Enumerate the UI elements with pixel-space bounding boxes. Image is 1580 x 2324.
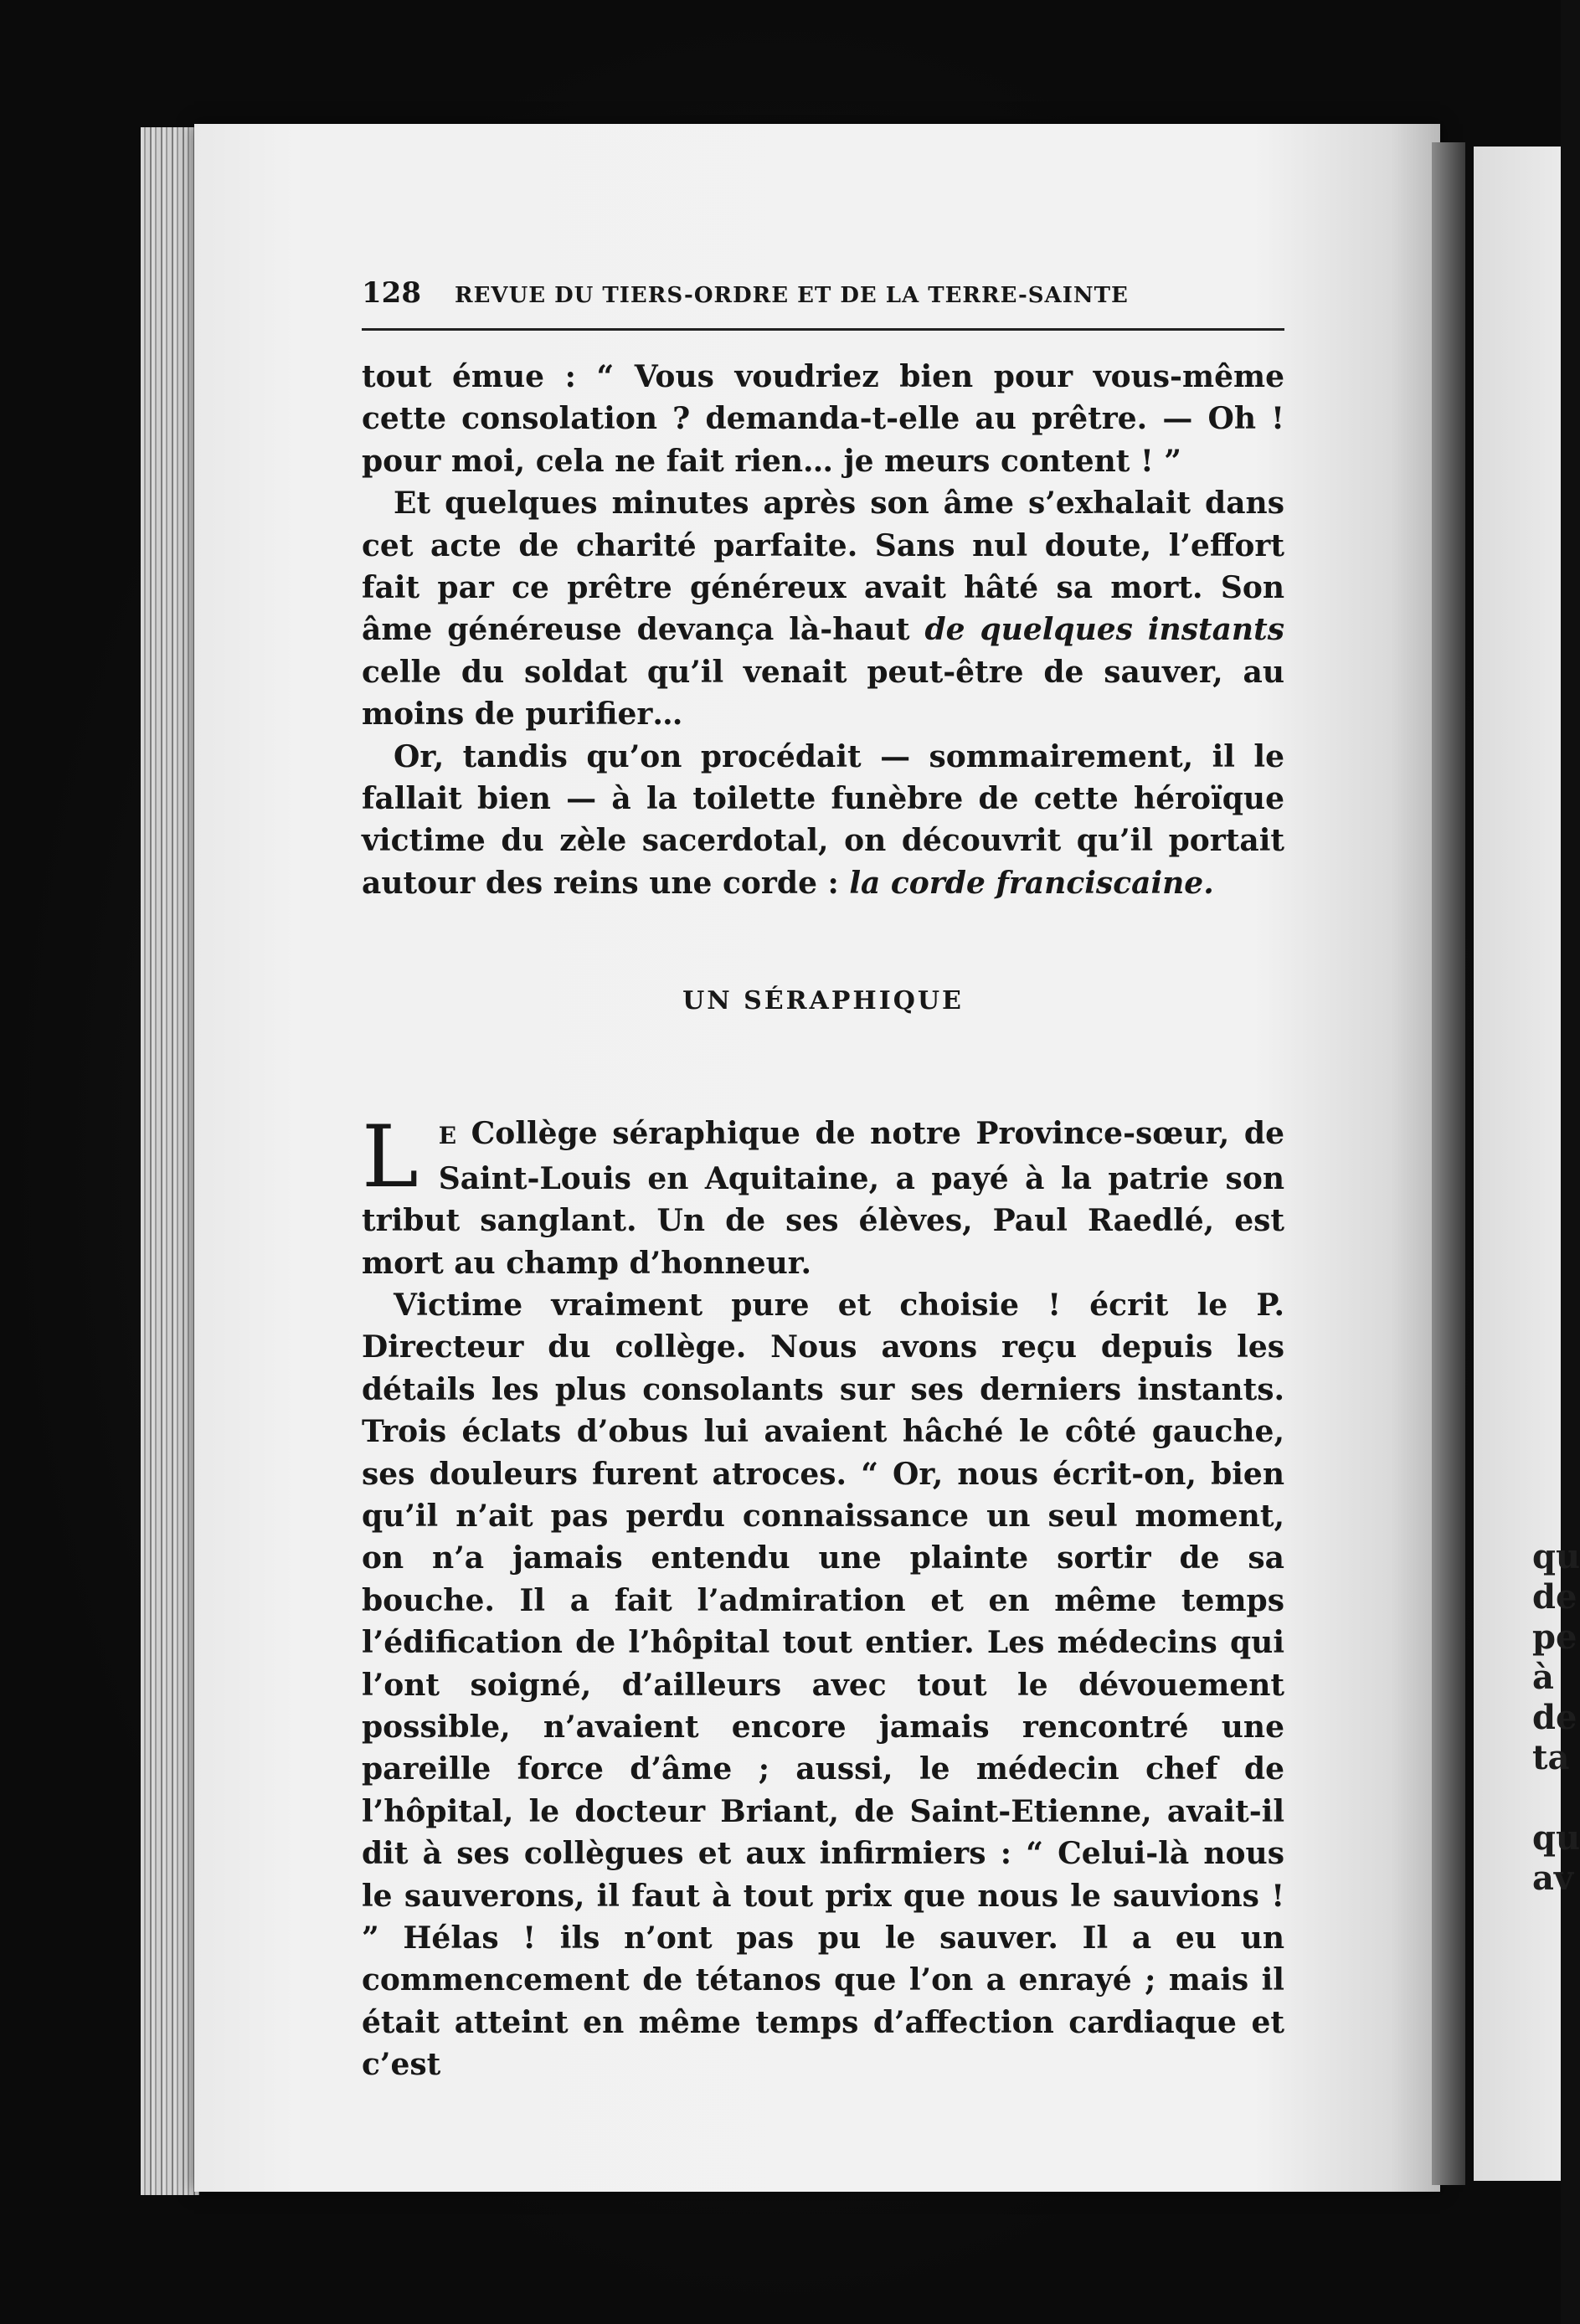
paragraph [362,736,1284,905]
paragraph [362,356,1284,482]
drop-cap: L [362,1108,419,1208]
paragraph-text: tout émue : “ Vous voudriez bien pour vous-même cette consolation ? demanda-t-elle au prêtre. — Oh ! pour moi, cela ne fait rien… je meurs content ! ” [362,359,1284,479]
italic-text: la corde franciscaine. [849,865,1214,901]
running-header [362,276,1284,331]
paragraph [362,1108,1284,1284]
journal-title: REVUE DU TIERS-ORDRE ET DE LA TERRE-SAINTE [454,283,1129,308]
facing-page-text: qu [1532,1818,1580,1858]
facing-page-text: de [1532,1577,1577,1617]
facing-page-text: pe [1532,1617,1577,1657]
drop-cap-continuation: E [438,1122,457,1150]
section-title: UN SÉRAPHIQUE [682,986,964,1016]
page-content [362,276,1284,2086]
paragraph-text: Et quelques minutes après son âme s’exhalait dans cet acte de charité parfaite. Sans nul doute, l’effort fait par ce prêtre généreux avait hâté sa mort. Son âme généreuse devança là-haut [362,486,1284,648]
facing-page-text: av [1532,1859,1574,1898]
facing-page-text: à [1532,1658,1554,1697]
italic-text: de quelques instants [924,612,1284,648]
paragraph [362,482,1284,735]
page-edges [141,127,199,2195]
paragraph [362,1284,1284,2086]
paragraph-text: Or, tandis qu’on procédait — sommairement, il le fallait bien — à la toilette funèbre de cette héroïque victime du zèle sacerdotal, on découvrit qu’il portait autour des reins une corde : [362,738,1284,901]
paragraph-text: celle du soldat qu’il venait peut-être de sauver, au moins de purifier… [362,654,1284,733]
facing-page-text: de [1532,1698,1577,1737]
book-gutter [1432,142,1465,2185]
facing-page-text: qu [1532,1537,1580,1576]
facing-page-fragment [1474,147,1580,2181]
paragraph-text: Collège séraphique de notre Province-sœur, de Saint-Louis en Aquitaine, a payé à la patrie son tribut sanglant. Un de ses élèves, Paul Raedlé, est mort au champ d’honneur. [362,1116,1284,1281]
paragraph-text: Victime vraiment pure et choisie ! écrit le P. Directeur du collège. Nous avons reçu depuis les détails les plus consolants sur ses derniers instants. Trois éclats d’obus lui avaient hâché le côté gauche, ses douleurs furent atroces. “ Or, nous écrit-on, bien qu’il n’ait pas perdu connaissance un seul moment, on n’a jamais entendu une plainte sortir de sa bouche. Il a fait l’admiration et en même temps l’édification de l’hôpital tout entier. Les médecins qui l’ont soigné, d’ailleurs avec tout le dévouement possible, n’avaient encore jamais rencontré une pareille force d’âme ; aussi, le médecin chef de l’hôpital, le docteur Briant, de Saint-Etienne, avait-il dit à ses collègues et aux infirmiers : “ Celui-là nous le sauverons, il faut à tout prix que nous le sauvions ! ” Hélas ! ils n’ont pas pu le sauver. Il a eu un commencement de tétanos que l’on a enrayé ; mais il était atteint en même temps d’affection cardiaque et c’est [362,1287,1284,2083]
page-number: 128 [362,276,421,310]
facing-page-text: ta [1532,1738,1570,1777]
